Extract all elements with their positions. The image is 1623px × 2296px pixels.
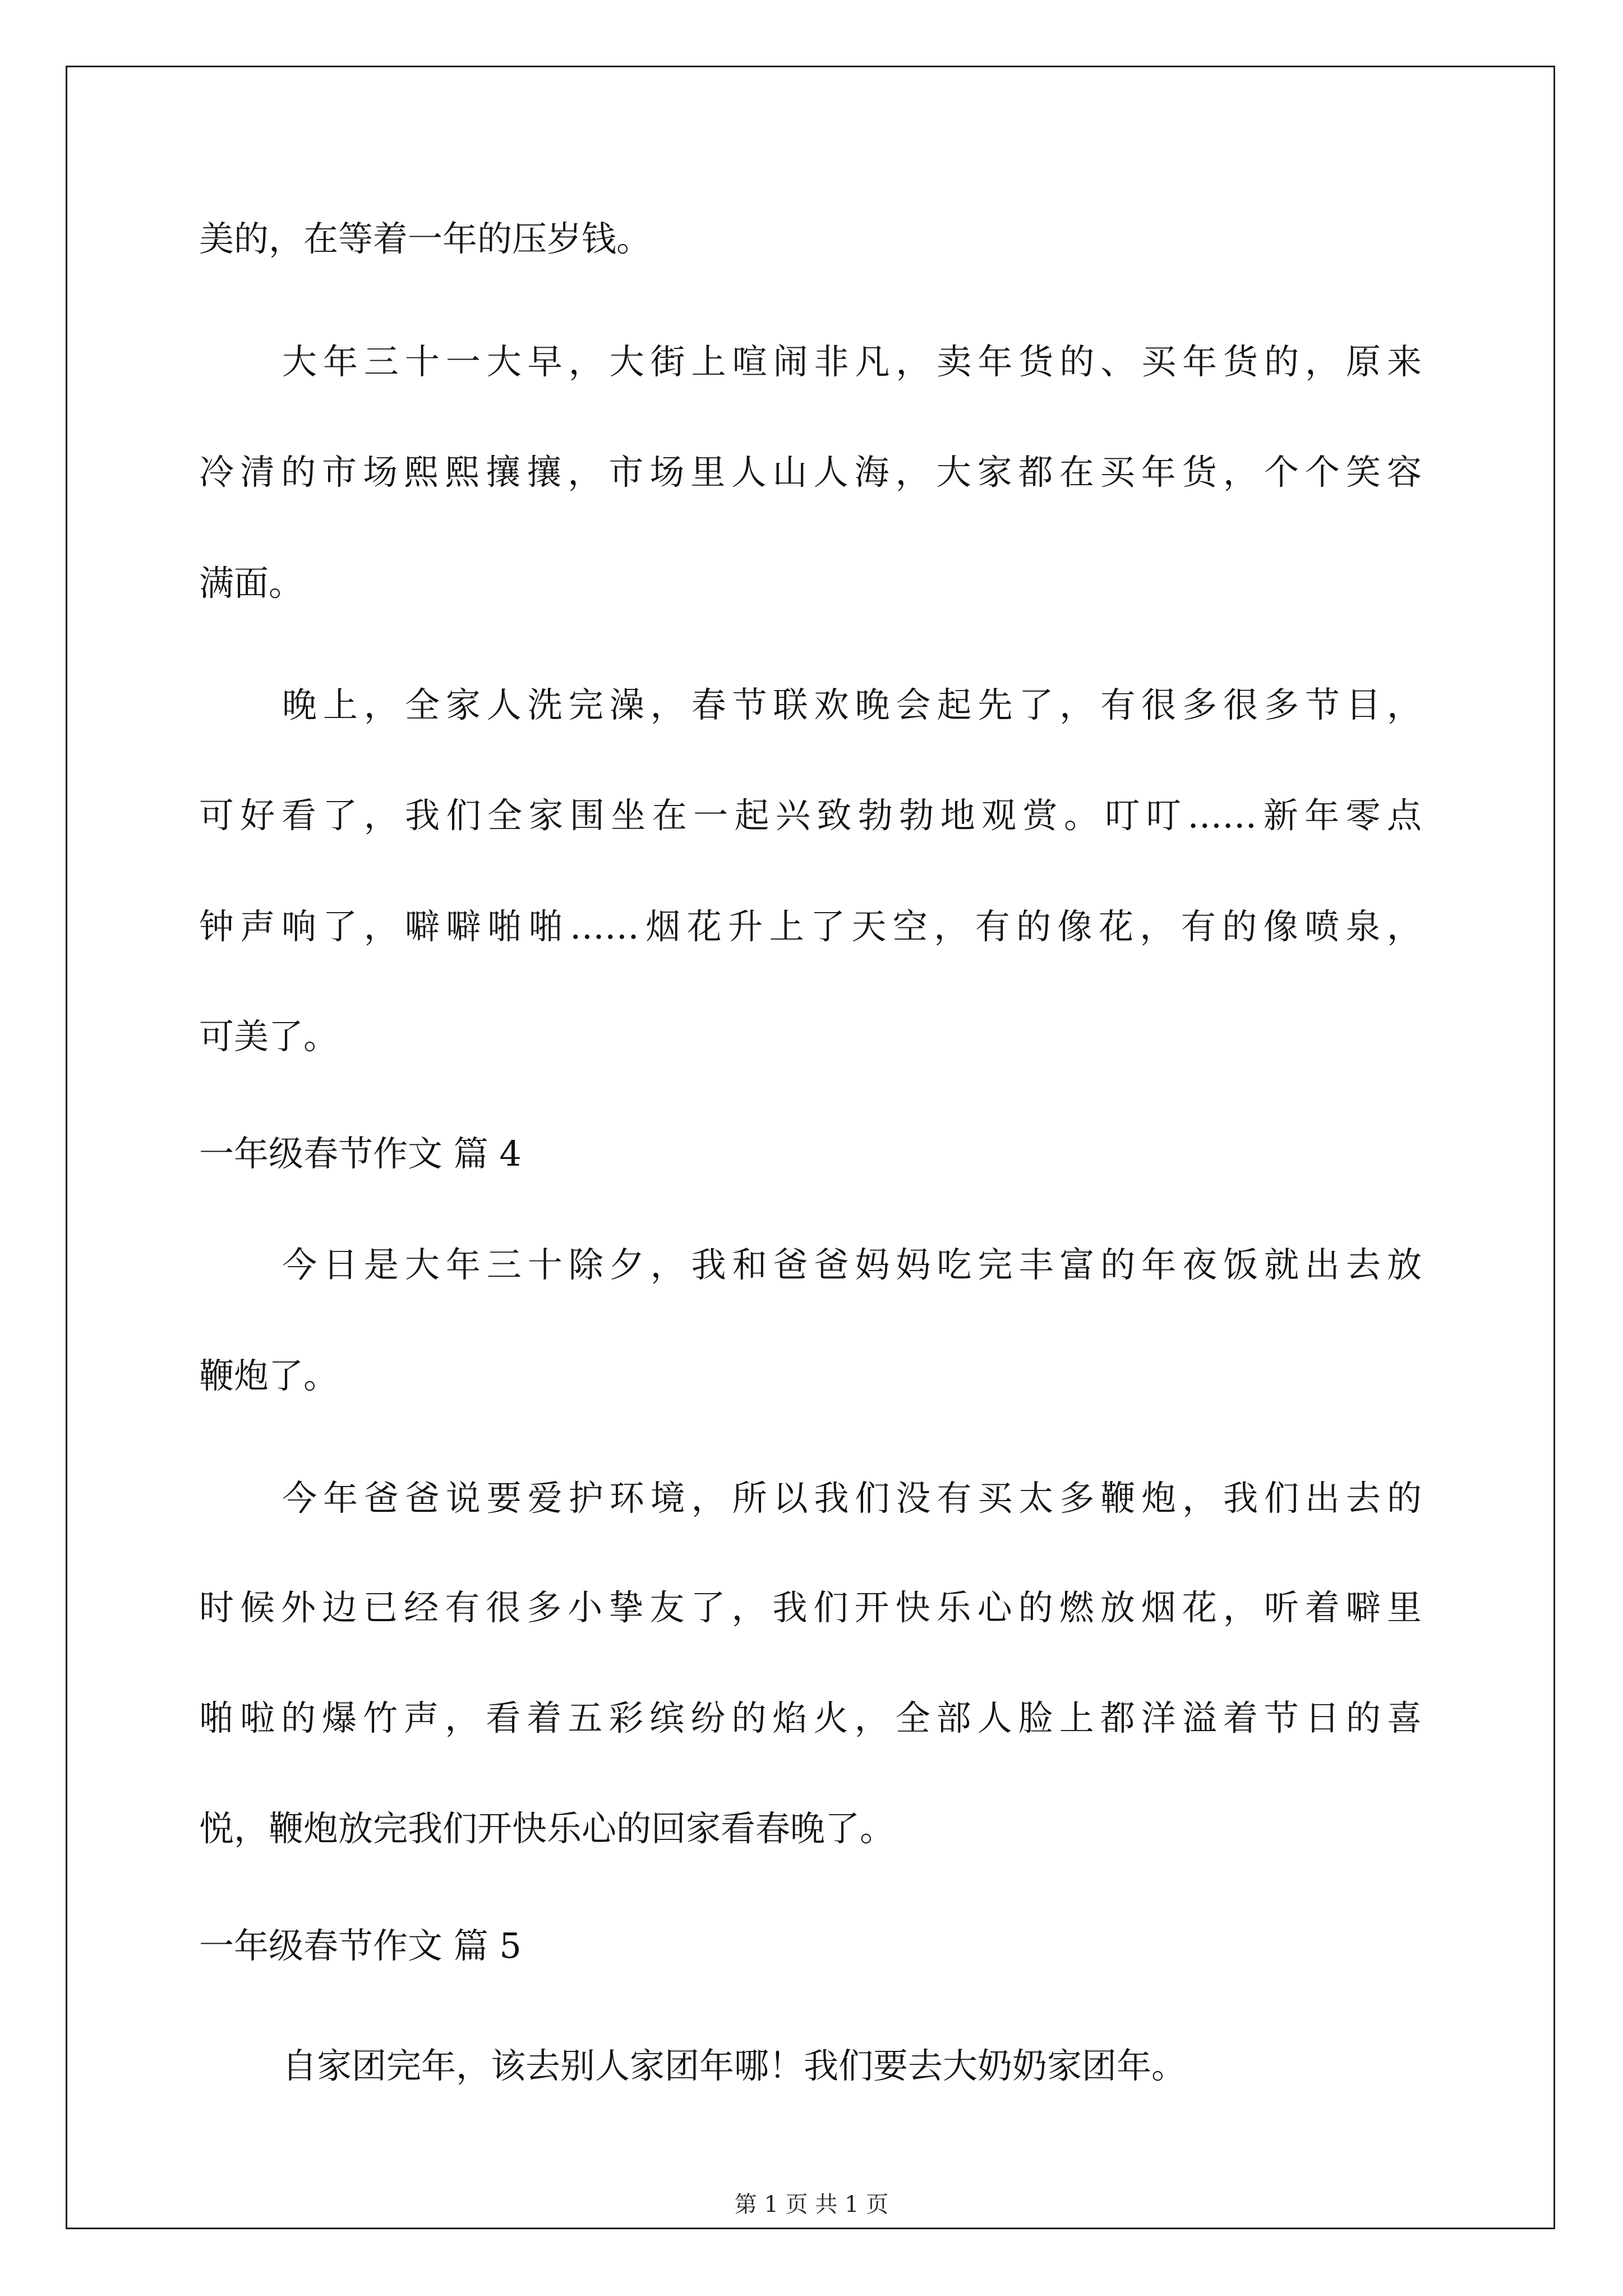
paragraph-line: 满面。 (199, 563, 304, 604)
paragraph-line: 可好看了，我们全家围坐在一起兴致勃勃地观赏。叮叮……新年零点 (199, 795, 1422, 836)
paragraph-line: 自家团完年，该去别人家团年哪！我们要去大奶奶家团年。 (282, 2045, 1187, 2086)
section-heading: 一年级春节作文 篇 5 (199, 1925, 522, 1966)
paragraph-line: 时候外边已经有很多小挚友了，我们开快乐心的燃放烟花，听着噼里 (199, 1587, 1422, 1628)
paragraph-line: 今年爸爸说要爱护环境，所以我们没有买太多鞭炮，我们出去的 (282, 1478, 1422, 1519)
page-number-footer: 第 1 页 共 1 页 (734, 2192, 889, 2217)
paragraph-line: 冷清的市场熙熙攘攘，市场里人山人海，大家都在买年货，个个笑容 (199, 452, 1422, 493)
paragraph-line: 悦，鞭炮放完我们开快乐心的回家看春晚了。 (199, 1808, 895, 1849)
paragraph-line: 钟声响了，噼噼啪啪……烟花升上了天空，有的像花，有的像喷泉， (199, 906, 1422, 947)
paragraph-line: 鞭炮了。 (199, 1355, 339, 1396)
paragraph-line: 今日是大年三十除夕，我和爸爸妈妈吃完丰富的年夜饭就出去放 (282, 1244, 1422, 1285)
paragraph-line: 啪啦的爆竹声，看着五彩缤纷的焰火，全部人脸上都洋溢着节日的喜 (199, 1697, 1422, 1738)
paragraph-line: 美的，在等着一年的压岁钱。 (199, 218, 652, 259)
section-heading: 一年级春节作文 篇 4 (199, 1133, 522, 1174)
paragraph-line: 晚上，全家人洗完澡，春节联欢晚会起先了，有很多很多节目， (282, 684, 1422, 725)
paragraph-line: 大年三十一大早，大街上喧闹非凡，卖年货的、买年货的，原来 (282, 341, 1422, 382)
paragraph-line: 可美了。 (199, 1016, 339, 1057)
